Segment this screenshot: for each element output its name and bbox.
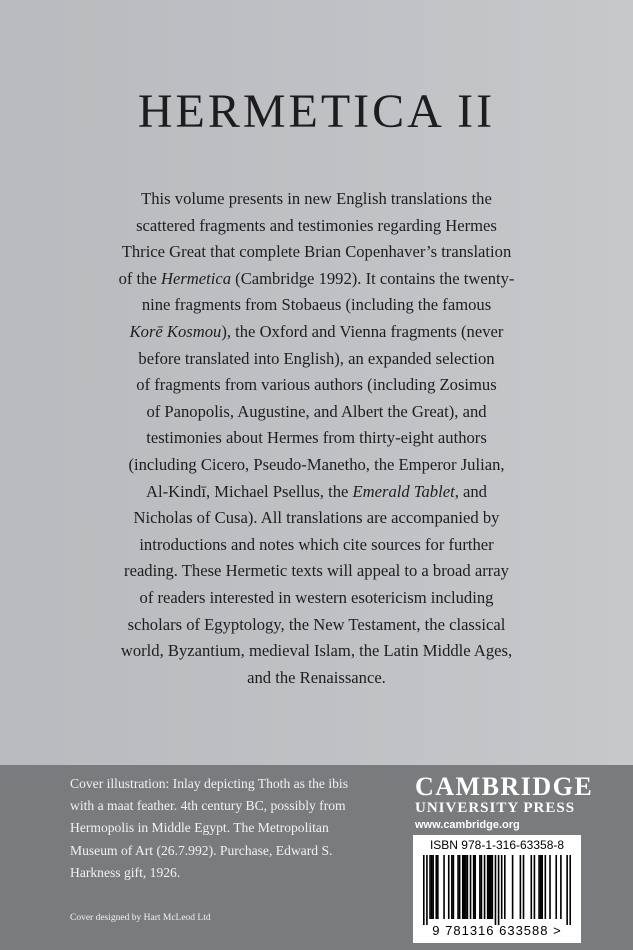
blurb-segment: This volume presents in new English translations the [141,189,492,208]
barcode-bar [467,855,469,919]
barcode-bar [541,855,543,919]
barcode-bar [448,855,450,919]
blurb-line [70,372,563,399]
barcode-bar [540,855,542,919]
blurb-segment: of Panopolis, Augustine, and Albert the Great), and [146,401,487,421]
blurb-text [70,186,563,691]
blurb-segment: before translated into English), an expanded selection [138,348,495,368]
designer-credit: Cover designed by Hart McLeod Ltd [70,913,211,923]
credit-line: with a maat feather. 4th century BC, possibly from [70,798,346,814]
barcode-bar [534,855,536,919]
barcode-bar [470,855,472,919]
barcode-bar [426,855,428,925]
blurb-line [70,532,563,559]
barcode-bar [462,855,464,919]
blurb-segment: Al-Kindī, Michael Psellus, the [146,481,353,501]
barcode-bar [431,855,433,919]
blurb-segment: nine fragments from Stobaeus (including the famous [141,295,492,315]
credit-line: Museum of Art (26.7.992). Purchase, Edward S. [70,842,333,858]
blurb-segment: , and [454,481,487,501]
barcode-bar [474,855,476,919]
barcode-box [413,835,581,943]
blurb-line [70,452,563,479]
blurb-segment: scattered fragments and testimonies regarding Hermes [136,215,497,235]
barcode-bar [481,855,483,919]
blurb-line [70,213,563,240]
barcode-bar [451,855,453,919]
blurb-line [70,292,563,319]
bottom-band [0,765,633,950]
barcode-bar [495,855,497,925]
book-title: HERMETICA II [137,85,496,138]
blurb-line [70,319,563,346]
barcode-bar [555,855,557,919]
barcode-bar [504,855,506,919]
barcode-bar [432,855,434,919]
credit-line: Harkness gift, 1926. [70,864,181,880]
blurb-line [70,239,563,266]
barcode-bar [501,855,503,919]
blurb-line [70,186,563,213]
barcode-bar [464,855,466,919]
barcode-bar [523,855,525,919]
barcode-bar [457,855,459,919]
blurb-line [70,585,563,612]
blurb-segment: of readers interested in western esotericism including [139,587,494,607]
barcode-bar [569,855,571,925]
publisher-logo [415,772,594,833]
blurb-segment: world, Byzantium, medieval Islam, the Latin Middle Ages, [120,641,513,661]
blurb-segment: Thrice Great that complete Brian Copenhaver’s translation [121,242,512,262]
blurb [70,186,563,691]
blurb-italic-title: Hermetica [160,268,232,288]
barcode-bar [437,855,439,919]
barcode-bar [520,855,522,919]
blurb-segment: (including Cicero, Pseudo-Manetho, the Emperor Julian, [128,454,505,474]
isbn-label: ISBN 978-1-316-63358-8 [429,838,565,852]
blurb-segment: introductions and notes which cite sources for further [139,534,494,554]
blurb-segment: ), the Oxford and Vienna fragments (never [221,321,504,341]
barcode-bar [473,855,475,919]
blurb-segment: reading. These Hermetic texts will appeal to a broad array [124,561,509,581]
blurb-line [70,638,563,665]
barcode-bar [435,855,437,919]
blurb-line [70,505,563,532]
blurb-segment: of fragments from various authors (including Zosimus [136,375,497,395]
barcode-bar [443,855,445,919]
blurb-line [70,399,563,426]
credit-line: Cover illustration: Inlay depicting Thoth as the ibis [70,776,349,791]
barcode-bar [566,855,568,925]
barcode-digits: 9 781316 633588 > [432,923,562,938]
publisher-website: www.cambridge.org [415,819,520,831]
barcode-bar [545,855,547,919]
blurb-line [70,665,563,692]
publisher-name: CAMBRIDGE [415,772,594,801]
barcode-bar [459,855,461,919]
barcode-image [423,855,571,925]
blurb-line [70,346,563,373]
blurb-line [70,266,563,293]
blurb-line [70,612,563,639]
blurb-segment: (Cambridge 1992). It contains the twenty- [231,268,515,288]
barcode-bar [488,855,490,919]
blurb-segment: and the Renaissance. [247,667,386,687]
barcode-bar [560,855,562,919]
blurb-italic-title: Korē Kosmou [129,321,222,341]
blurb-italic-title: Emerald Tablet [352,481,455,501]
barcode-bar [490,855,492,919]
barcode-bar [479,855,481,919]
blurb-line [70,558,563,585]
barcode-bar [453,855,455,919]
barcode-bar [465,855,467,919]
barcode-bar [487,855,489,919]
barcode-bar [530,855,532,919]
publisher-subtitle: UNIVERSITY PRESS [415,800,576,816]
blurb-segment: of the [118,268,161,288]
blurb-line [70,479,563,506]
barcode-bar [492,855,494,919]
blurb-segment: Nicholas of Cusa). All translations are accompanied by [133,508,500,528]
credit-line: Hermopolis in Middle Egypt. The Metropolitan [70,820,329,836]
blurb-segment: testimonies about Hermes from thirty-eight authors [146,428,487,448]
barcode-bar [538,855,540,919]
blurb-segment: scholars of Egyptology, the New Testament, the classical [127,614,506,634]
barcode-bar [498,855,500,925]
barcode-bar [512,855,514,919]
barcode-bar [423,855,425,925]
cover-illustration-credit [70,773,410,884]
blurb-line [70,425,563,452]
barcode-bar [429,855,431,919]
barcode-bar [549,855,551,919]
barcode-bar [484,855,486,919]
